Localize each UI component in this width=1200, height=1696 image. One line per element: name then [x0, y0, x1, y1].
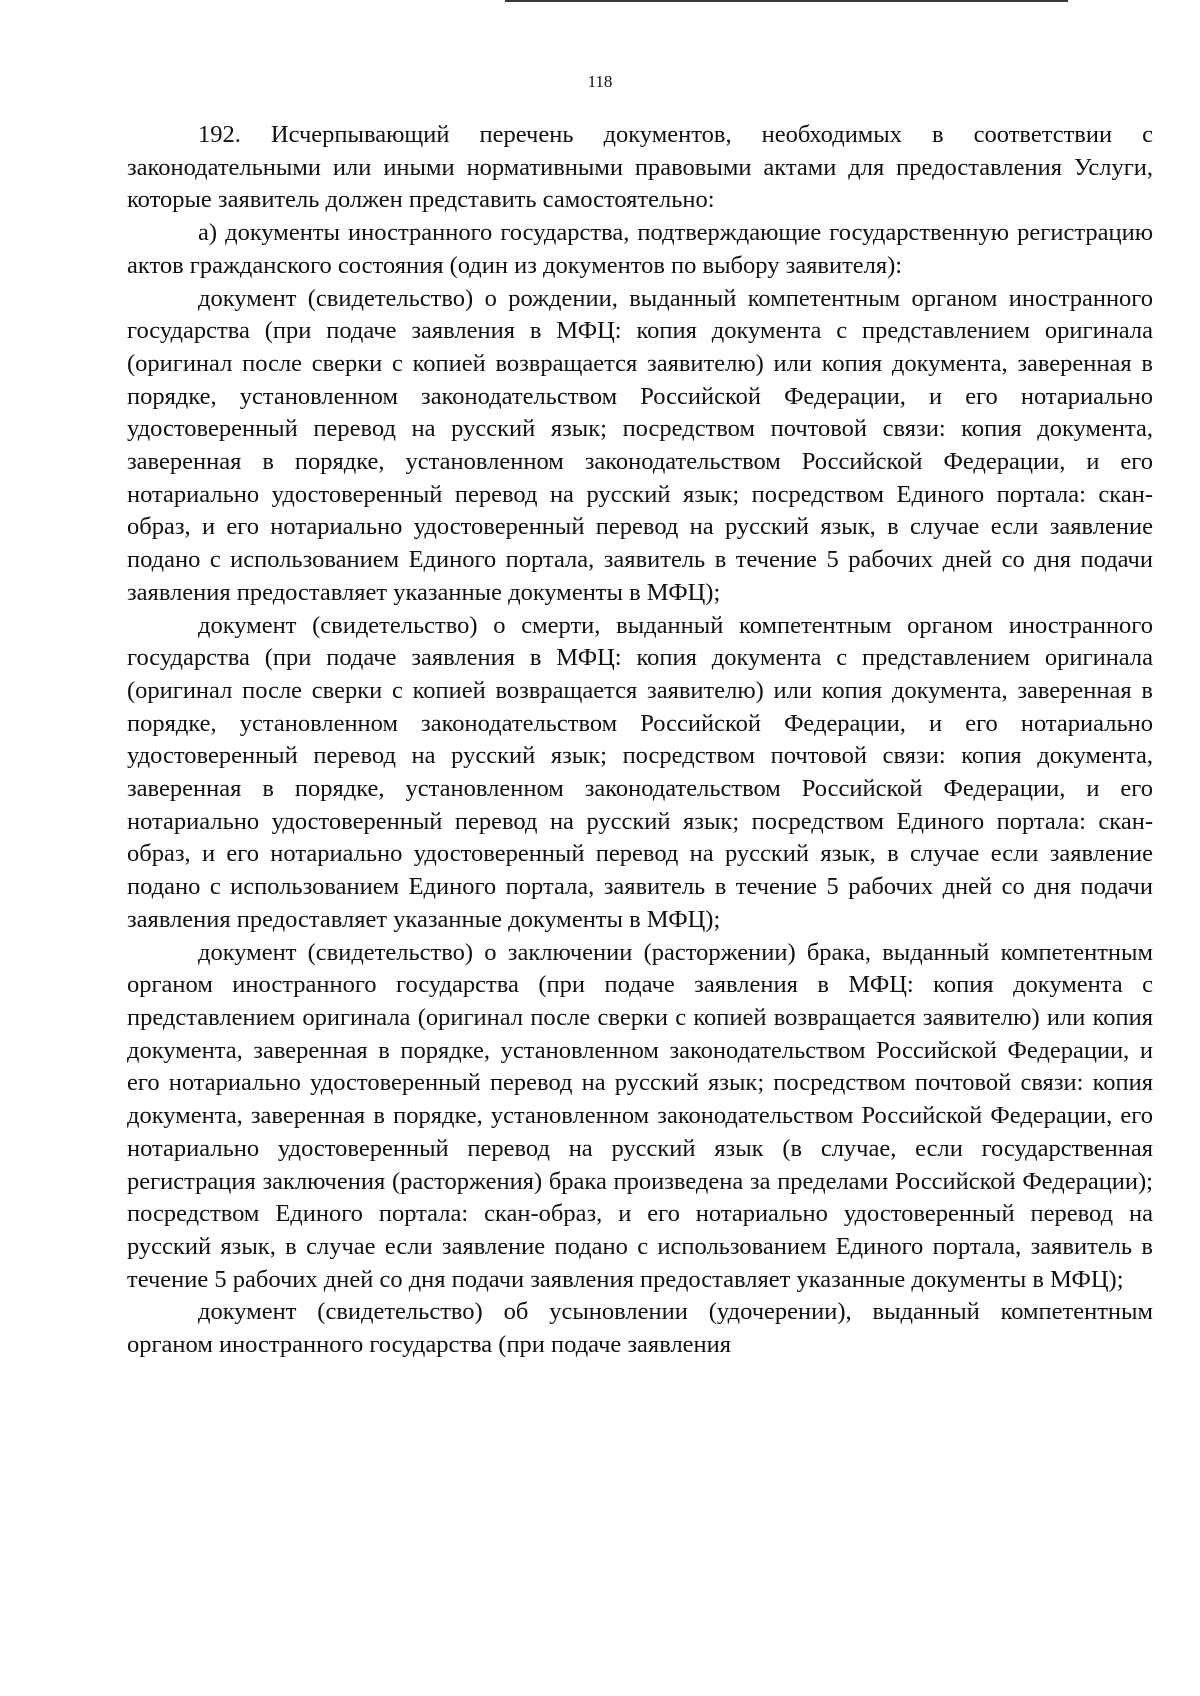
paragraph-birth-certificate: документ (свидетельство) о рождении, выданный компетентным органом иностранного государства (при подаче заявления в МФЦ: копия документа с представлением оригинала (оригинал после сверки с копией возвращается заявителю) или копия документа, заверенная в порядке, установленном законодательством Российской Федерации, и его нотариально удостоверенный перевод на русский язык; посредством почтовой связи: копия документа, заверенная в порядке, установленном законодательством Российской Федерации, и его нотариально удостоверенный перевод на русский язык; посредством Единого портала: скан-образ, и его нотариально удостоверенный перевод на русский язык, в случае если заявление подано с использованием Единого портала, заявитель в течение 5 рабочих дней со дня подачи заявления предоставляет указанные документы в МФЦ); [127, 284, 1153, 606]
paragraph-192-intro: 192. Исчерпывающий перечень документов, необходимых в соответствии с законодательными или иными нормативными правовыми актами для предоставления Услуги, которые заявитель должен представить самостоятельно: [127, 121, 1153, 214]
paragraph-death-certificate: документ (свидетельство) о смерти, выданный компетентным органом иностранного государства (при подаче заявления в МФЦ: копия документа с представлением оригинала (оригинал после сверки с копией возвращается заявителю) или копия документа, заверенная в порядке, установленном законодательством Российской Федерации, и его нотариально удостоверенный перевод на русский язык; посредством почтовой связи: копия документа, заверенная в порядке, установленном законодательством Российской Федерации, и его нотариально удостоверенный перевод на русский язык; посредством Единого портала: скан-образ, и его нотариально удостоверенный перевод на русский язык, в случае если заявление подано с использованием Единого портала, заявитель в течение 5 рабочих дней со дня подачи заявления предоставляет указанные документы в МФЦ); [127, 611, 1153, 933]
paragraph-item-a: а) документы иностранного государства, подтверждающие государственную регистрацию актов гражданского состояния (один из документов по выбору заявителя): [127, 219, 1153, 279]
top-edge-rule [505, 0, 1068, 2]
paragraph-adoption-certificate: документ (свидетельство) об усыновлении (удочерении), выданный компетентным органом иностранного государства (при подаче заявления [127, 1298, 1153, 1359]
paragraph-marriage-certificate: документ (свидетельство) о заключении (расторжении) брака, выданный компетентным органом иностранного государства (при подаче заявления в МФЦ: копия документа с представлением оригинала (оригинал после сверки с копией возвращается заявителю) или копия документа, заверенная в порядке, установленном законодательством Российской Федерации, и его нотариально удостоверенный перевод на русский язык; посредством почтовой связи: копия документа, заверенная в порядке, установленном законодательством Российской Федерации, его нотариально удостоверенный перевод на русский язык (в случае, если государственная регистрация заключения (расторжения) брака произведена за пределами Российской Федерации); посредством Единого портала: скан-образ, и его нотариально удостоверенный перевод на русский язык, в случае если заявление подано с использованием Единого портала, заявитель в течение 5 рабочих дней со дня подачи заявления предоставляет указанные документы в МФЦ); [127, 938, 1153, 1293]
page-number: 118 [587, 72, 613, 91]
document-body [127, 119, 1153, 1362]
